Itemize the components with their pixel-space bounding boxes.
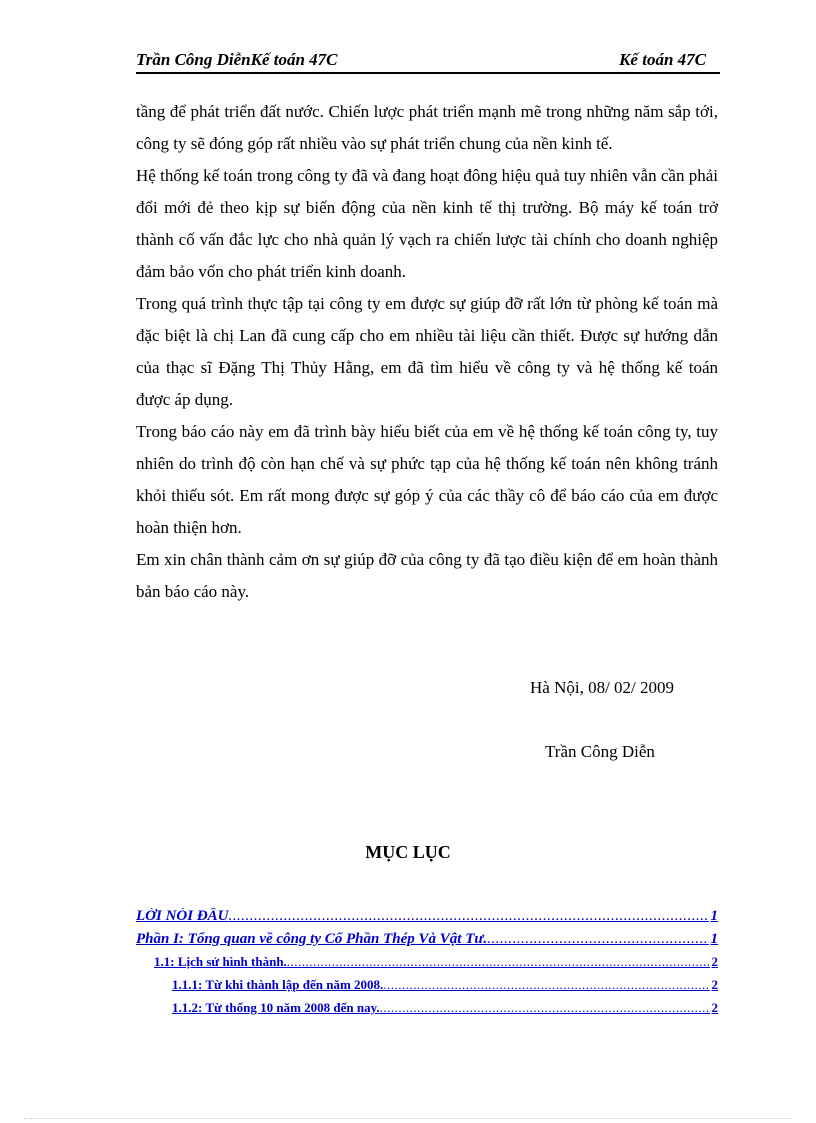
toc-entry-1-1[interactable] <box>136 954 718 977</box>
toc-entry-page: 1 <box>710 908 718 924</box>
toc-entry-page: 2 <box>711 954 718 969</box>
toc-entry-text: LỜI NÓI ĐẦU <box>136 908 229 924</box>
page-bottom-divider <box>24 1118 792 1119</box>
toc-entry-text: Phần I: Tổng quan về công ty Cổ Phần Thép Và Vật Tư. <box>136 931 488 947</box>
signature-name: Trần Công Diễn <box>545 742 655 761</box>
toc-entry-part-1[interactable] <box>136 931 718 954</box>
paragraph: Trong báo cáo này em đã trình bày hiểu biết của em về hệ thống kế toán công ty, tuy nhiên do trình độ còn hạn chế và sự phức tạp của hệ thống kế toán nên không tránh khỏi thiếu sót. Em rất mong được sự góp ý của các thầy cô để báo cáo của em được hoàn thiện hơn. <box>136 422 718 537</box>
toc-entry-page: 2 <box>711 1000 718 1015</box>
toc-entry-preface[interactable] <box>136 908 718 931</box>
toc-title: MỤC LỤC <box>365 842 451 862</box>
page-header <box>136 50 720 74</box>
toc-leader-dots <box>487 931 708 948</box>
toc-leader-dots <box>229 908 709 925</box>
signature-place-date: Hà Nội, 08/ 02/ 2009 <box>530 678 675 697</box>
header-author-class: Trần Công DiễnKế toán 47C <box>136 50 338 69</box>
paragraph: tầng để phát triển đất nước. Chiến lược phát triển mạnh mẽ trong những năm sắp tới, công ty sẽ đóng góp rất nhiều vào sự phát triển chung của nền kinh tế. <box>136 102 718 153</box>
paragraph: Em xin chân thành cảm ơn sự giúp đỡ của công ty đã tạo điều kiện để em hoàn thành bản báo cáo này. <box>136 550 718 601</box>
toc-entry-text: 1.1: Lịch sử hình thành. <box>154 954 287 969</box>
paragraph: Trong quá trình thực tập tại công ty em được sự giúp đỡ rất lớn từ phòng kế toán mà đặc biệt là chị Lan đã cung cấp cho em nhiều tài liệu cần thiết. Được sự hướng dẫn của thạc sĩ Đặng Thị Thủy Hằng, em đã tìm hiểu về công ty và hệ thống kế toán được áp dụng. <box>136 294 718 409</box>
header-class: Kế toán 47C <box>619 50 706 69</box>
toc-leader-dots <box>380 1000 710 1016</box>
toc-entry-text: 1.1.2: Từ thống 10 năm 2008 đến nay. <box>172 1000 380 1015</box>
body-text <box>136 96 718 608</box>
toc-entry-page: 1 <box>710 931 718 947</box>
toc-leader-dots <box>287 954 710 970</box>
toc-entry-text: 1.1.1: Từ khi thành lập đến năm 2008. <box>172 977 384 992</box>
toc-entry-page: 2 <box>711 977 718 992</box>
toc-entry-1-1-1[interactable] <box>136 977 718 1000</box>
table-of-contents <box>136 908 718 1023</box>
toc-entry-1-1-2[interactable] <box>136 1000 718 1023</box>
toc-leader-dots <box>383 977 709 993</box>
paragraph: Hệ thống kế toán trong công ty đã và đang hoạt đông hiệu quả tuy nhiên vẫn cần phải đổi mới đẻ theo kịp sự biến động của nền kinh tế thị trường. Bộ máy kế toán trở thành cố vấn đắc lực cho nhà quản lý vạch ra chiến lược tài chính cho doanh nghiệp đảm bảo vốn cho phát triển kinh doanh. <box>136 166 718 281</box>
